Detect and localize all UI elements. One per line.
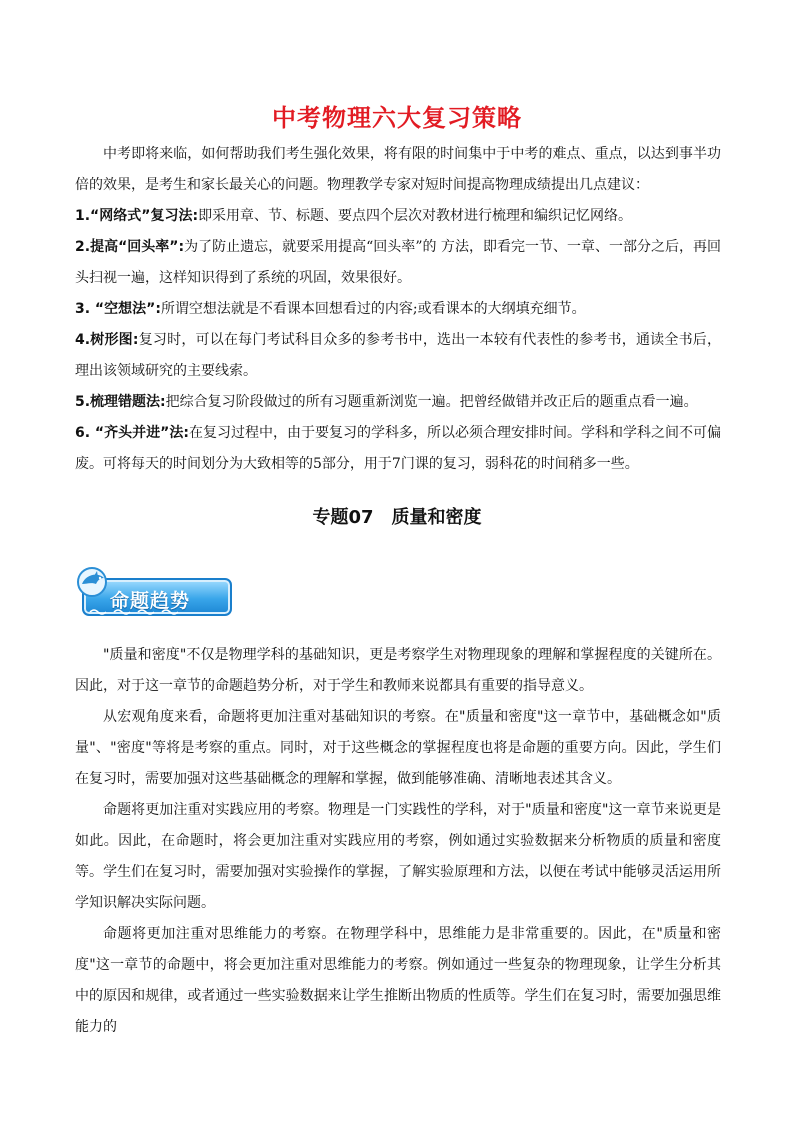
- strategy-item-2: [75, 232, 721, 294]
- section-banner: [74, 566, 236, 622]
- strategy-text: 为了防止遗忘，就要采用提高“回头率”的 方法，即看完一节、一章、一部分之后，再回头扫视一遍，这样知识得到了系统的巩固，效果很好。: [75, 239, 722, 286]
- paragraph-4: 命题将更加注重对思维能力的考察。在物理学科中，思维能力是非常重要的。因此，在"质量和密度"这一章节的命题中，将会更加注重对思维能力的考察。例如通过一些复杂的物理现象，让学生分析其中的原因和规律，或者通过一些实验数据来让学生推断出物质的性质等。学生们在复习时，需要加强思维能力的: [75, 926, 721, 1035]
- page-title: 中考物理六大复习策略: [272, 104, 522, 132]
- strategy-label: 1.“网络式”复习法:: [75, 208, 199, 224]
- strategy-item-1: [75, 201, 721, 232]
- strategy-label: 4.树形图:: [75, 332, 139, 348]
- strategy-label: 6. “齐头并进”法:: [75, 425, 189, 441]
- banner-label: 命题趋势: [110, 590, 191, 612]
- paragraph-1: "质量和密度"不仅是物理学科的基础知识，更是考察学生对物理现象的理解和掌握程度的关键所在。因此，对于这一章节的命题趋势分析，对于学生和教师来说都具有重要的指导意义。: [75, 647, 721, 694]
- strategy-text: 即采用章、节、标题、要点四个层次对教材进行梳理和编织记忆网络。: [198, 208, 633, 224]
- strategy-item-5: [75, 387, 721, 418]
- strategy-label: 2.提高“回头率”:: [75, 239, 185, 255]
- dolphin-icon: [74, 566, 114, 600]
- analysis-section: [75, 640, 721, 1043]
- intro-section: [75, 139, 721, 480]
- strategy-item-4: [75, 325, 721, 387]
- topic-title: 专题07 质量和密度: [312, 507, 482, 528]
- strategy-item-6: [75, 418, 721, 480]
- paragraph-3: 命题将更加注重对实践应用的考察。物理是一门实践性的学科，对于"质量和密度"这一章节来说更是如此。因此，在命题时，将会更加注重对实践应用的考察，例如通过实验数据来分析物质的质量和密度等。学生们在复习时，需要加强对实验操作的掌握，了解实验原理和方法，以便在考试中能够灵活运用所学知识解决实际问题。: [75, 802, 721, 911]
- intro-lead: 中考即将来临，如何帮助我们考生强化效果，将有限的时间集中于中考的难点、重点，以达到事半功倍的效果，是考生和家长最关心的问题。物理教学专家对短时间提高物理成绩提出几点建议：: [75, 146, 721, 193]
- strategy-item-3: [75, 294, 721, 325]
- strategy-label: 5.梳理错题法:: [75, 394, 166, 410]
- strategy-text: 复习时，可以在每门考试科目众多的参考书中，选出一本较有代表性的参考书，通读全书后，理出该领域研究的主要线索。: [75, 332, 721, 379]
- wave-icon: [88, 607, 188, 615]
- strategy-text: 在复习过程中，由于要复习的学科多，所以必须合理安排时间。学科和学科之间不可偏废。可将每天的时间划分为大致相等的5部分，用于7门课的复习，弱科花的时间稍多一些。: [75, 425, 722, 472]
- strategy-text: 所谓空想法就是不看课本回想看过的内容;或看课本的大纲填充细节。: [160, 301, 586, 317]
- strategy-label: 3. “空想法”:: [75, 301, 161, 317]
- strategy-text: 把综合复习阶段做过的所有习题重新浏览一遍。把曾经做错并改正后的题重点看一遍。: [165, 394, 698, 410]
- paragraph-2: 从宏观角度来看，命题将更加注重对基础知识的考察。在"质量和密度"这一章节中，基础概念如"质量"、"密度"等将是考察的重点。同时，对于这些概念的掌握程度也将是命题的重要方向。因此，学生们在复习时，需要加强对这些基础概念的理解和掌握，做到能够准确、清晰地表述其含义。: [75, 709, 721, 787]
